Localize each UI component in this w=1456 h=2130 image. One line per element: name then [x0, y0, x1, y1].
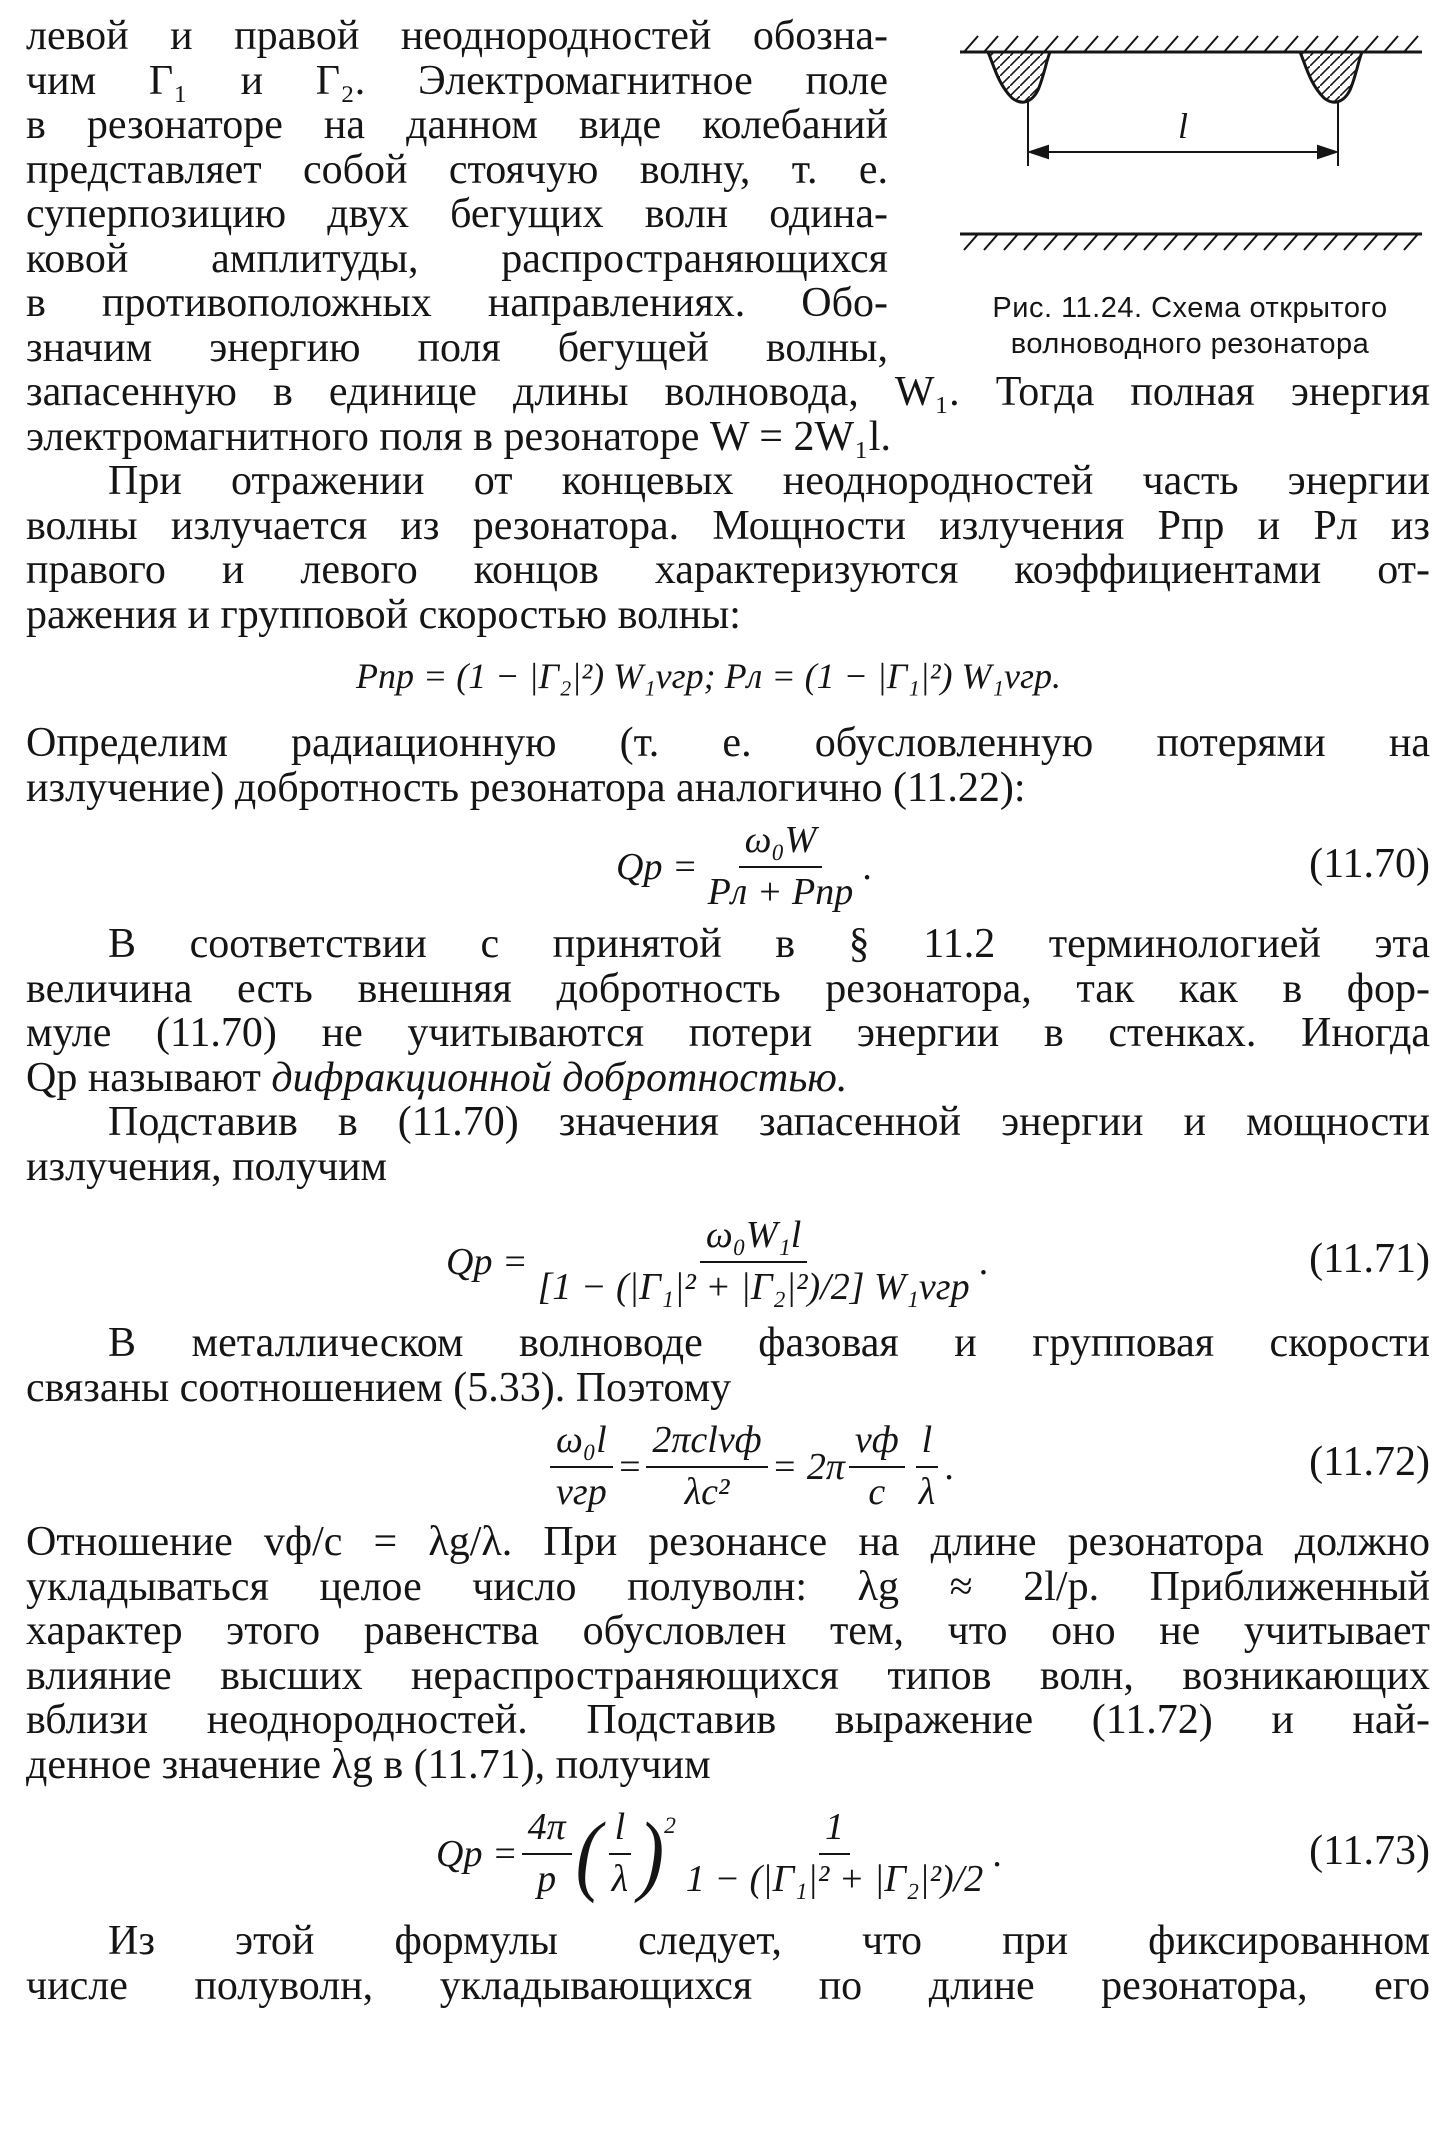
eq-numerator: 2πclvф [646, 1420, 767, 1468]
text-line: представляет собой стоячую волну, т. е. [26, 146, 888, 193]
text-line: числе полуволн, укладывающихся по длине резонатора, его [26, 1962, 1430, 2009]
text-line: укладываться целое число полуволн: λg ≈ 2l/p. Приближенный [26, 1563, 1430, 1610]
equation-11-71-body [446, 1215, 989, 1309]
eq-numerator: ω₀W [739, 820, 823, 868]
eq-denominator: [1 − (|Γ₁|² + |Γ₂|²)/2] W₁vгр [537, 1265, 970, 1308]
text-line: суперпозицию двух бегущих волн одина- [26, 191, 888, 237]
eq-denominator: λ [918, 1470, 936, 1513]
text-line: влияние высших нераспространяющихся типов волн, возникающих [26, 1652, 1430, 1699]
text-line [26, 1056, 1430, 1101]
text-line: денное значение λg в (11.71), получим [26, 1741, 711, 1788]
paragraph-5 [26, 1100, 1430, 1189]
eq-fraction [606, 1807, 634, 1901]
paragraph-7 [26, 1520, 1430, 1787]
length-label: l [1178, 106, 1189, 146]
text-line: запасенную в единице длины волновода, W₁. Тогда полная энергия [26, 369, 1430, 415]
equation-11-70-body [616, 820, 873, 914]
text-line: левой и правой неоднородностей обозна- [26, 13, 888, 59]
equation-number: (11.72) [1309, 1439, 1430, 1485]
text-line: в противоположных направлениях. Обо- [26, 280, 888, 326]
eq-numerator: 1 [819, 1807, 850, 1855]
eq-lhs: Qр = [446, 1240, 528, 1283]
text-line: вблизи неоднородностей. Подставив выражение (11.72) и най- [26, 1697, 1430, 1743]
eq-tail: . [993, 1832, 1003, 1875]
text-line: В металлическом волноводе фазовая и групповая скорости [108, 1320, 1430, 1366]
eq-lhs: Qр = [436, 1832, 518, 1875]
text-line: величина есть внешняя добротность резонатора, так как в фор- [26, 965, 1430, 1012]
text-line: характер этого равенства обусловлен тем, что оно не учитывает [26, 1608, 1430, 1654]
eq-numerator: l [609, 1807, 632, 1855]
eq-denominator: λc² [684, 1470, 730, 1513]
eq-denominator: 1 − (|Γ₁|² + |Γ₂|²)/2 [685, 1857, 984, 1900]
paragraph-2 [26, 459, 1430, 637]
equation-11-73-body [436, 1803, 1003, 1904]
eq-fraction [532, 1215, 976, 1309]
eq-denominator: p [537, 1857, 557, 1900]
eq-fraction [550, 1420, 613, 1514]
text-line: в резонаторе на данном виде колебаний [26, 102, 888, 148]
text-line: ковой амплитуды, распространяющихся [26, 235, 888, 282]
equation-number: (11.71) [1309, 1236, 1430, 1282]
text-line: чим Γ₁ и Γ₂. Электромагнитное поле [26, 57, 888, 104]
eq-fraction [646, 1420, 767, 1514]
eq-denominator: c [868, 1470, 886, 1513]
eq-fraction [522, 1807, 572, 1901]
text-run: Qр называют [26, 1054, 272, 1101]
term-diffraction-q: дифракционной добротностью. [271, 1054, 848, 1101]
text-line: муле (11.70) не учитываются потери энергии в стенках. Иногда [26, 1010, 1430, 1056]
text-line: В соответствии с принятой в § 11.2 терминологией эта [108, 921, 1430, 967]
equation-11-73 [26, 1787, 1430, 1919]
eq-denominator: vгр [556, 1470, 607, 1513]
equation-number: (11.70) [1309, 841, 1430, 887]
eq-tail: . [945, 1445, 955, 1488]
eq-numerator: vф [849, 1420, 905, 1468]
paragraph-1 [26, 14, 1430, 459]
text-line: волны излучается из резонатора. Мощности излучения Pпр и Pл из [26, 502, 1430, 549]
text-line: значим энергию поля бегущей волны, [26, 324, 888, 371]
text-line: излучения, получим [26, 1143, 388, 1190]
left-paren: ( [575, 1803, 602, 1904]
equation-power-text: Pпр = (1 − |Γ₂|²) W₁vгр; Pл = (1 − |Γ₁|²) W₁vгр. [356, 656, 1062, 696]
eq-lhs: Qр = [616, 845, 698, 888]
equation-11-71 [26, 1189, 1430, 1321]
caption-line: волноводного резонатора [1010, 328, 1370, 360]
eq-numerator: l [916, 1420, 939, 1468]
eq-tail: . [863, 845, 873, 888]
caption-line: Рис. 11.24. Схема открытого [992, 292, 1388, 324]
page-text [26, 14, 1430, 2008]
eq-fraction [913, 1420, 941, 1514]
paragraph-6 [26, 1321, 1430, 1410]
equation-11-72 [26, 1410, 1430, 1520]
text-line: Определим радиационную (т. е. обусловленную потерями на [26, 720, 1430, 766]
eq-numerator: ω₀W₁l [700, 1215, 807, 1263]
text-line: При отражении от концевых неоднородностей часть энергии [108, 458, 1430, 504]
eq-denominator: λ [611, 1857, 629, 1900]
text-line: электромагнитного поля в резонаторе W = 2W₁l. [26, 413, 891, 460]
eq-tail: . [979, 1240, 990, 1283]
eq-numerator: 4π [522, 1807, 572, 1855]
text-line: ражения и групповой скоростью волны: [26, 591, 741, 638]
text-line: Из этой формулы следует, что при фиксированном [108, 1918, 1430, 1964]
text-line: связаны соотношением (5.33). Поэтому [26, 1364, 732, 1411]
eq-fraction [702, 820, 860, 914]
equation-number: (11.73) [1309, 1828, 1430, 1874]
eq-exponent: 2 [664, 1813, 676, 1839]
equation-power [26, 637, 1430, 721]
equation-11-70 [26, 810, 1430, 922]
eq-fraction [680, 1807, 989, 1901]
eq-fraction [849, 1420, 905, 1514]
paragraph-4 [26, 922, 1430, 1100]
eq-numerator: ω₀l [550, 1420, 613, 1468]
text-line: Подставив в (11.70) значения запасенной энергии и мощности [108, 1099, 1430, 1145]
eq-operator: = [616, 1445, 643, 1488]
text-line: Отношение vф/c = λg/λ. При резонансе на длине резонатора должно [26, 1519, 1430, 1565]
right-paren: ) [638, 1803, 665, 1904]
eq-denominator: Pл + Pпр [707, 870, 854, 913]
paragraph-3 [26, 721, 1430, 810]
paragraph-8 [26, 1919, 1430, 2008]
text-line: правого и левого концов характеризуются коэффициентами от- [26, 547, 1430, 593]
text-line: излучение) добротность резонатора аналогично (11.22): [26, 764, 1026, 811]
equation-11-72-body [546, 1420, 955, 1514]
eq-operator: = 2π [771, 1445, 845, 1488]
